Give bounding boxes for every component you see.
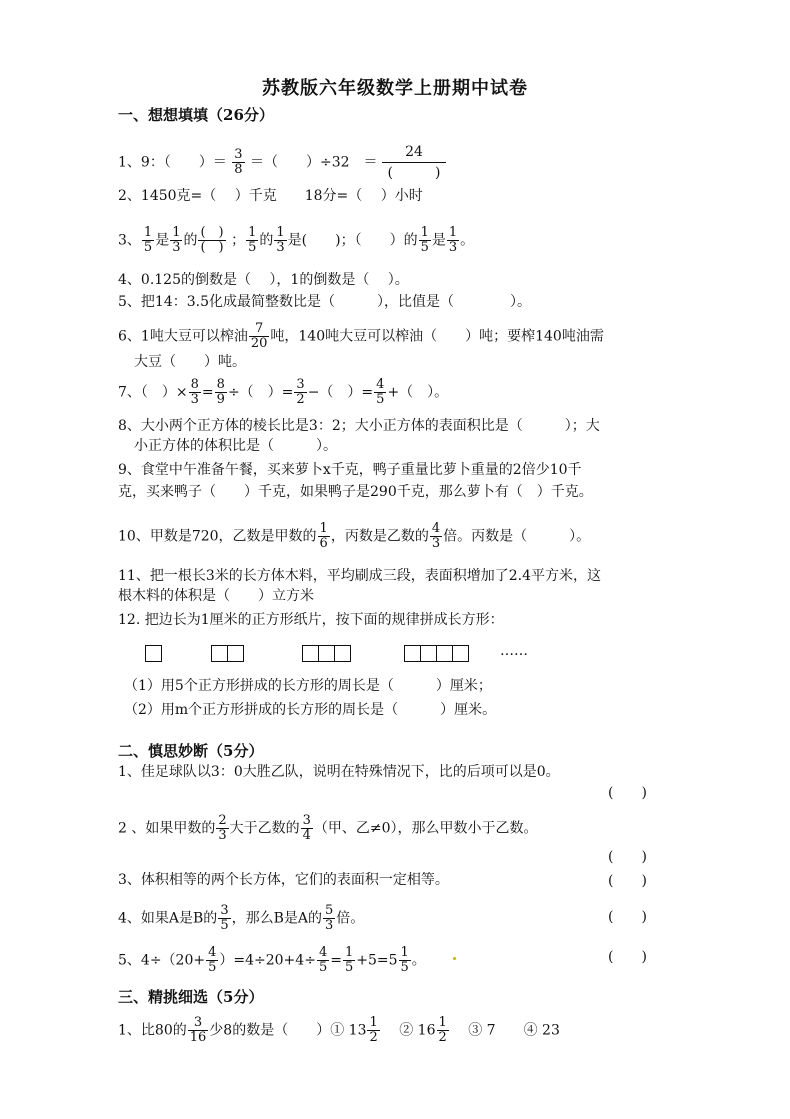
fraction: $\frac{3}{8}$ [234,147,243,177]
page-title: 苏教版六年级数学上册期中试卷 [262,78,528,99]
question-1-3: 3、 $\frac{1}{5}$ 是 $\frac{1}{3}$ 的 $\frac{( )}{( )}$ ； $\frac{1}{5}$ 的 $\frac{1}{3}$ 是( )；（ ）的 $\frac{1}{5}$ 是 $\frac{1}{3}$ 。 [118,225,475,255]
answer-blank-2-5: ( ) [608,949,647,965]
question-1-8-cont: 小正方体的体积比是（ ）。 [134,438,337,454]
question-3-1: 1、比80的 $\frac{3}{16}$ 少8的数是（ ）① 13 $\frac{1}{2}$ ② 16 $\frac{1}{2}$ ③ 7 ④ 23 [118,1015,560,1045]
section-1-heading: 一、想想填填（26分） [118,106,274,124]
question-1-5: 5、把14：3.5化成最简整数比是（ ），比值是（ ）。 [118,294,531,310]
section-3-heading: 三、精挑细选（5分） [118,988,264,1006]
question-2-2: 2 、如果甲数的 $\frac{2}{3}$ 大于乙数的 $\frac{3}{4}$ （甲、乙≠0），那么甲数小于乙数。 [118,813,538,843]
question-1-12-sub1: （1）用5个正方形拼成的长方形的周长是（ ）厘米； [124,678,492,694]
question-2-4: 4、如果A是B的 $\frac{3}{5}$ ，那么B是A的 $\frac{5}{3}$ 倍。 [118,903,365,933]
square-group-3 [302,645,351,663]
section-2-heading: 二、慎思妙断（5分） [118,742,264,760]
question-1-12-sub2: （2）用m个正方形拼成的长方形的周长是（ ）厘米。 [124,702,497,718]
question-1-6: 6、1吨大豆可以榨油 $\frac{7}{20}$ 吨，140吨大豆可以榨油（ ）吨；要榨140吨油需 [118,321,604,351]
question-1-9: 9、食堂中午准备午餐，买来萝卜x千克，鸭子重量比萝卜重量的2倍少10千 [118,462,582,478]
question-1-4: 4、0.125的倒数是（ ），1的倒数是（ ）。 [118,272,409,288]
answer-blank-2-3: ( ) [608,873,647,889]
question-2-1: 1、佳足球队以3：0大胜乙队，说明在特殊情况下，比的后项可以是0。 [118,764,560,780]
question-2-5: 5、4÷（20+ $\frac{4}{5}$ ）=4÷20+4÷ $\frac{4}{5}$ = $\frac{1}{5}$ +5=5 $\frac{1}{5}$ 。 [118,945,426,975]
fraction-blank: $\frac{24}{( )}$ [382,142,446,183]
answer-blank-2-2: ( ) [608,849,647,865]
square-group-1 [145,645,162,663]
ellipsis: …… [500,643,528,659]
square-group-4 [404,645,469,663]
question-1-1: 1、9：（ ）＝ $\frac{3}{8}$ ＝（ ）÷32 ＝ $\frac{24}{( )}$ [118,142,446,183]
question-1-7: 7、（ ）× $\frac{8}{3}$ = $\frac{8}{9}$ ÷（ ）= $\frac{3}{2}$ −（ ）= $\frac{4}{5}$ +（ ）。 [118,377,449,407]
question-1-2: 2、1450克=（ ）千克 18分=（ ）小时 [118,188,423,204]
question-1-12: 12. 把边长为1厘米的正方形纸片，按下面的规律拼成长方形： [118,612,504,628]
square-group-2 [211,645,244,663]
question-1-8: 8、大小两个正方体的棱长比是3：2；大小正方体的表面积比是（ ）；大 [118,418,600,434]
question-1-11: 11、把一根长3米的长方体木料，平均刷成三段，表面积增加了2.4平方米，这 [118,568,601,584]
question-1-11-cont: 根木料的体积是（ ）立方米 [118,588,314,604]
question-1-9-cont: 克，买来鸭子（ ）千克，如果鸭子是290千克，那么萝卜有（ ）千克。 [118,484,593,500]
question-2-3: 3、体积相等的两个长方体，它们的表面积一定相等。 [118,872,449,888]
answer-blank-2-4: ( ) [608,909,647,925]
question-1-6-cont: 大豆（ ）吨。 [134,354,246,370]
stray-mark [453,957,456,960]
answer-blank-2-1: ( ) [608,785,647,801]
question-1-10: 10、甲数是720，乙数是甲数的 $\frac{1}{6}$ ，丙数是乙数的 $\frac{4}{3}$ 倍。丙数是（ ）。 [118,521,591,551]
